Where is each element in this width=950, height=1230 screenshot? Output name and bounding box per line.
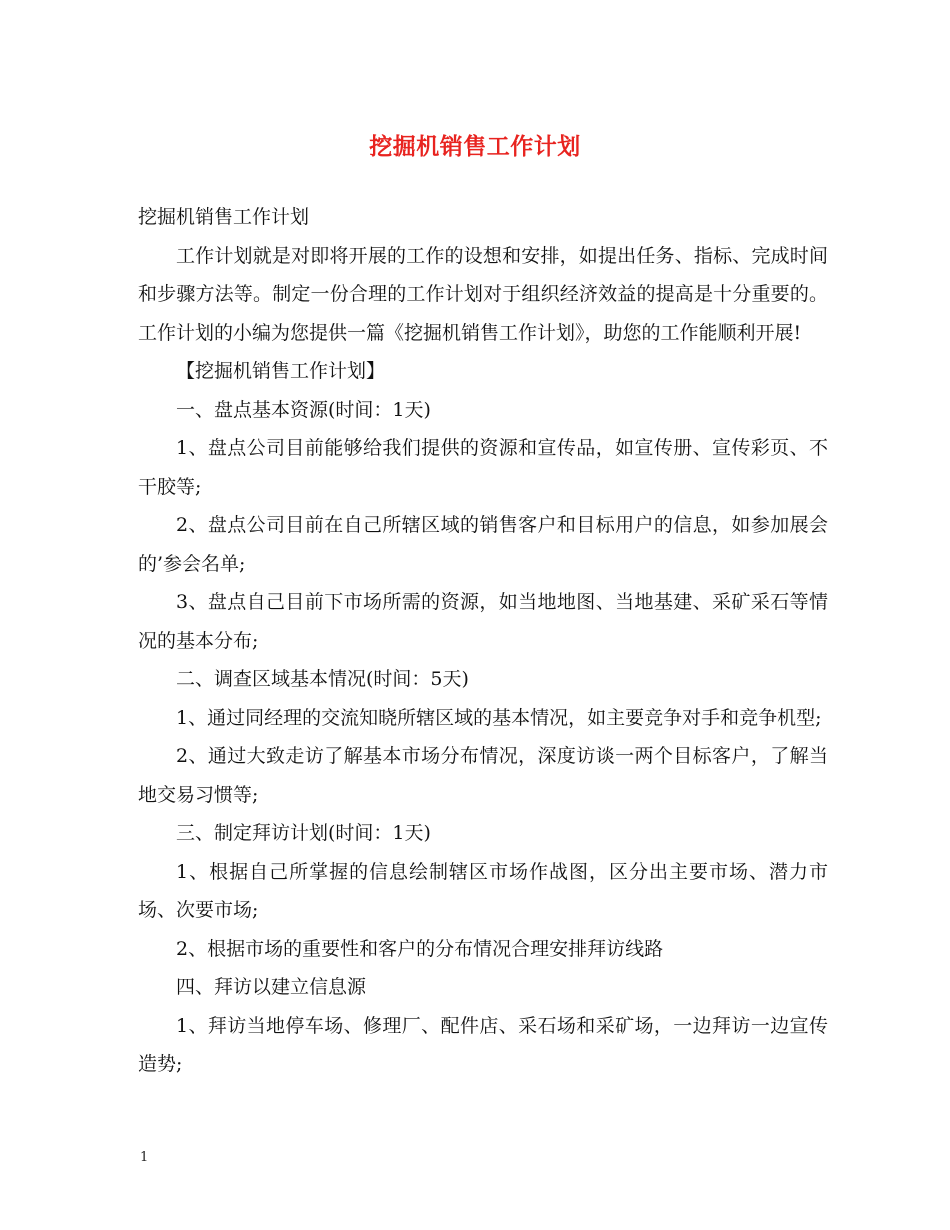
paragraph-11: 1、根据自己所掌握的信息绘制辖区市场作战图，区分出主要市场、潜力市场、次要市场; xyxy=(138,860,828,921)
paragraph-6: 3、盘点自己目前下市场所需的资源，如当地地图、当地基建、采矿采石等情况的基本分布; xyxy=(138,591,828,652)
paragraph-9: 2、通过大致走访了解基本市场分布情况，深度访谈一两个目标客户，了解当地交易习惯等; xyxy=(138,745,828,806)
paragraph-1: 工作计划就是对即将开展的工作的设想和安排，如提出任务、指标、完成时间和步骤方法等。制定一份合理的工作计划对于组织经济效益的提高是十分重要的。工作计划的小编为您提供一篇《挖掘机销售工作计划》，助您的工作能顺利开展! xyxy=(138,244,828,344)
paragraph-14: 1、拜访当地停车场、修理厂、配件店、采石场和采矿场，一边拜访一边宣传造势; xyxy=(138,1014,828,1075)
paragraph-10: 三、制定拜访计划(时间：1天) xyxy=(176,822,431,844)
document-body xyxy=(138,198,828,1084)
page-number: 1 xyxy=(140,1150,149,1165)
paragraph-4: 1、盘点公司目前能够给我们提供的资源和宣传品，如宣传册、宣传彩页、不干胶等; xyxy=(138,437,828,498)
document-title: 挖掘机销售工作计划 xyxy=(369,133,581,160)
paragraph-7: 二、调查区域基本情况(时间：5天) xyxy=(176,668,469,690)
paragraph-12: 2、根据市场的重要性和客户的分布情况合理安排拜访线路 xyxy=(176,937,664,960)
paragraph-0: 挖掘机销售工作计划 xyxy=(138,206,310,228)
paragraph-8: 1、通过同经理的交流知晓所辖区域的基本情况，如主要竞争对手和竞争机型; xyxy=(176,706,822,729)
paragraph-2: 【挖掘机销售工作计划】 xyxy=(176,360,386,382)
paragraph-13: 四、拜访以建立信息源 xyxy=(176,976,367,998)
paragraph-3: 一、盘点基本资源(时间：1天) xyxy=(176,398,431,421)
paragraph-5: 2、盘点公司目前在自己所辖区域的销售客户和目标用户的信息，如参加展会的’参会名单; xyxy=(138,514,828,575)
